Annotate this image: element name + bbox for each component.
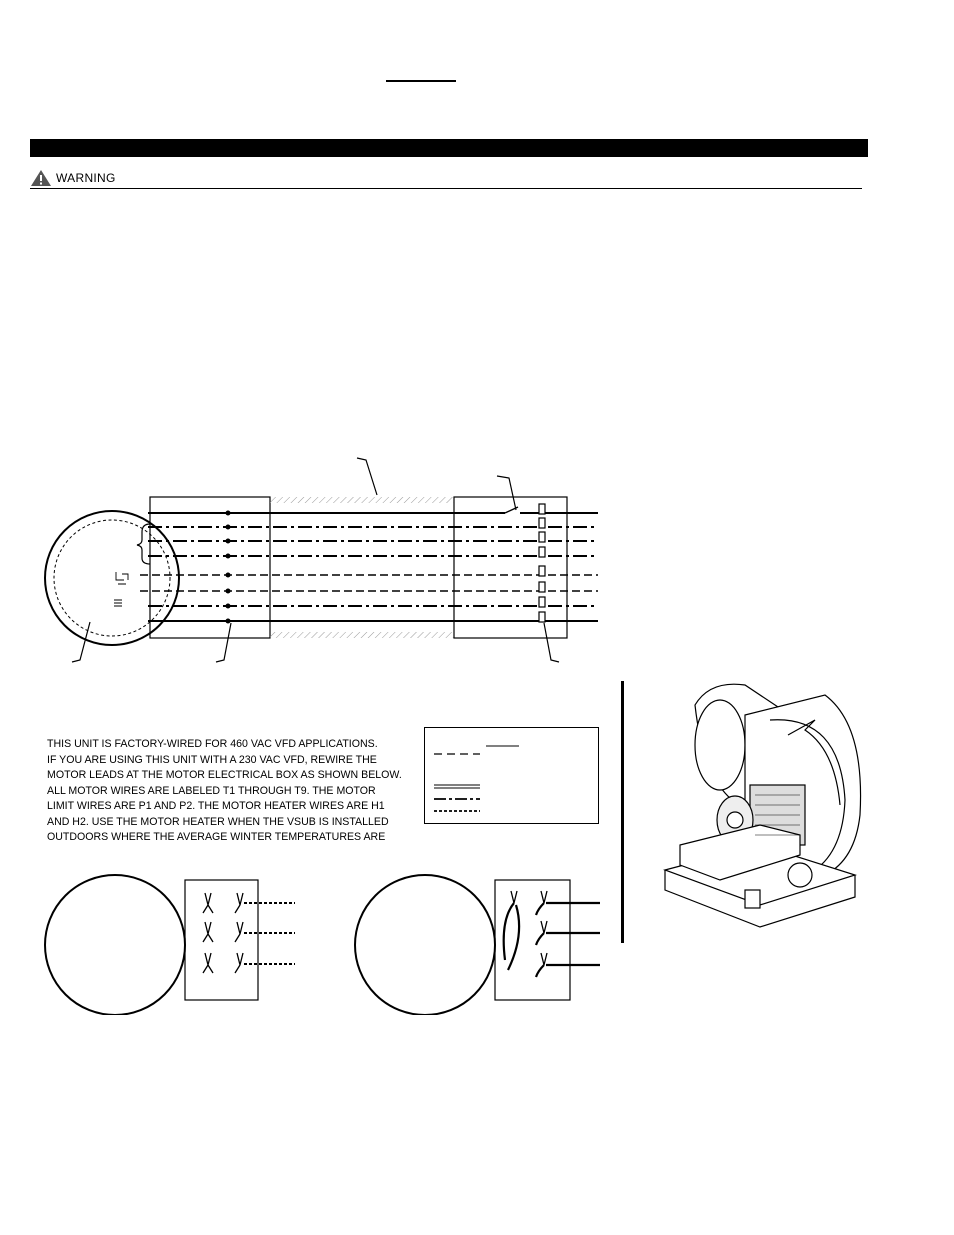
- warning-label: WARNING: [56, 171, 116, 185]
- motor-circle: [45, 511, 179, 645]
- rewire-diagram-230v: [350, 865, 610, 1015]
- conduit-top: [270, 497, 454, 503]
- motor-wiring-diagram: [0, 440, 620, 680]
- terminal-lugs: [539, 504, 545, 622]
- rewire-diagram-460v: [40, 865, 310, 1015]
- wire-bundle: [140, 507, 598, 621]
- terminal-box: [454, 497, 567, 638]
- rewire-instructions: THIS UNIT IS FACTORY-WIRED FOR 460 VAC VFD APPLICATIONS. IF YOU ARE USING THIS UNIT WITH A 230 VAC VFD, REWIRE THE MOTOR LEADS AT THE MOTOR ELECTRICAL BOX AS SHOWN BELOW. ALL MOTOR WIRES ARE LABELED T1 THROUGH T9. THE MOTOR LIMIT WIRES ARE P1 AND P2. THE MOTOR HEATER WIRES ARE H1 AND H2. USE THE MOTOR HEATER WHEN THE VSUB IS INSTALLED OUTDOORS WHERE THE AVERAGE WINTER TEMPERATURES ARE: [47, 738, 402, 843]
- section-header-bar: [30, 139, 868, 157]
- blower-unit-illustration: [650, 675, 875, 945]
- heading-underline: [386, 80, 456, 82]
- conduit-bottom: [270, 632, 454, 638]
- warning-triangle-icon: [30, 169, 52, 187]
- warning-row: [30, 168, 862, 189]
- line-legend: [424, 727, 599, 824]
- vertical-divider: [621, 681, 624, 943]
- junction-dots: [226, 511, 231, 624]
